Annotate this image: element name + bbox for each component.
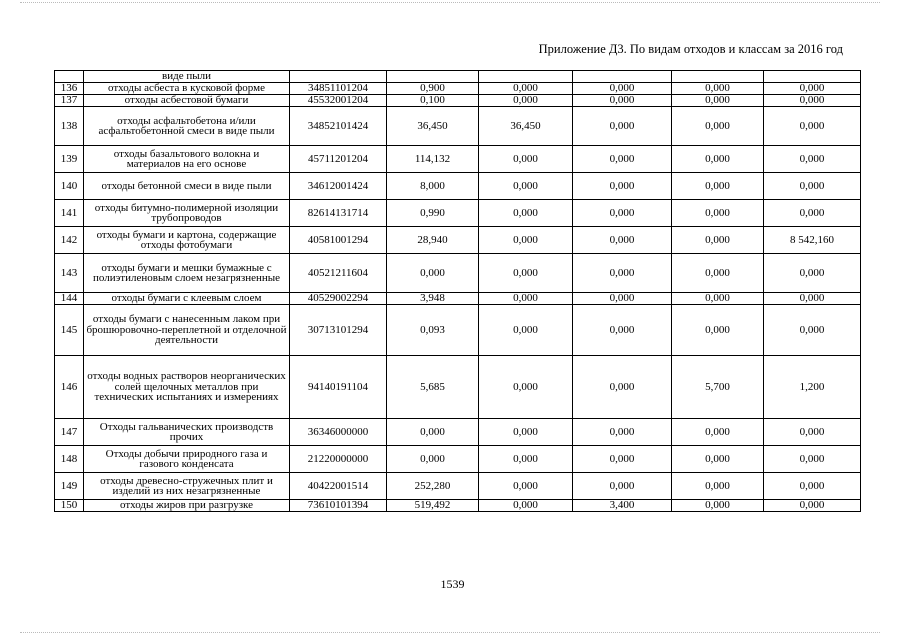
value-cell-5: 0,000 [764,419,861,446]
value-cell-5: 0,000 [764,83,861,95]
value-cell-4 [672,71,764,83]
value-cell-2: 0,000 [479,500,573,512]
waste-code-cell: 21220000000 [290,446,387,473]
value-cell-4: 5,700 [672,356,764,419]
table-body [55,71,861,512]
waste-name-cell: отходы битумно-полимерной изоляции трубопроводов [84,200,290,227]
value-cell-5: 0,000 [764,173,861,200]
table-row [55,71,861,83]
waste-name-cell: Отходы гальванических производств прочих [84,419,290,446]
value-cell-5: 0,000 [764,446,861,473]
value-cell-3: 0,000 [573,305,672,356]
value-cell-5: 0,000 [764,107,861,146]
value-cell-3: 0,000 [573,293,672,305]
page-number: 1539 [440,577,465,591]
value-cell-5: 0,000 [764,473,861,500]
value-cell-1: 8,000 [387,173,479,200]
waste-name-cell: отходы жиров при разгрузке [84,500,290,512]
value-cell-4: 0,000 [672,95,764,107]
value-cell-2: 0,000 [479,95,573,107]
waste-code-cell: 36346000000 [290,419,387,446]
value-cell-4: 0,000 [672,200,764,227]
waste-table [54,70,861,512]
waste-name-cell: отходы бумаги и картона, содержащие отходы фотобумаги [84,227,290,254]
waste-name-cell: отходы асбеста в кусковой форме [84,83,290,95]
value-cell-4: 0,000 [672,473,764,500]
value-cell-3: 0,000 [573,83,672,95]
table-row [55,83,861,95]
value-cell-1: 252,280 [387,473,479,500]
value-cell-2: 0,000 [479,356,573,419]
value-cell-3: 0,000 [573,227,672,254]
value-cell-1: 519,492 [387,500,479,512]
value-cell-4: 0,000 [672,107,764,146]
waste-name-cell: отходы бумаги и мешки бумажные с полиэтиленовым слоем незагрязненные [84,254,290,293]
value-cell-1: 0,000 [387,419,479,446]
waste-code-cell: 34612001424 [290,173,387,200]
table-row [55,500,861,512]
waste-name-cell: отходы водных растворов неорганических солей щелочных металлов при технических испытаниях и измерениях [84,356,290,419]
value-cell-4: 0,000 [672,83,764,95]
value-cell-1: 36,450 [387,107,479,146]
value-cell-1 [387,71,479,83]
row-number-cell: 136 [55,83,84,95]
waste-code-cell: 45532001204 [290,95,387,107]
row-number-cell: 138 [55,107,84,146]
value-cell-4: 0,000 [672,173,764,200]
value-cell-1: 0,093 [387,305,479,356]
scan-edge-bottom [20,632,880,633]
value-cell-2: 0,000 [479,293,573,305]
value-cell-5: 0,000 [764,500,861,512]
table-row [55,173,861,200]
value-cell-4: 0,000 [672,419,764,446]
value-cell-5: 0,000 [764,146,861,173]
value-cell-2: 0,000 [479,227,573,254]
row-number-cell: 147 [55,419,84,446]
value-cell-2: 0,000 [479,446,573,473]
waste-name-cell: отходы бетонной смеси в виде пыли [84,173,290,200]
row-number-cell: 145 [55,305,84,356]
table-row [55,473,861,500]
waste-name-cell: отходы древесно-стружечных плит и изделий из них незагрязненные [84,473,290,500]
value-cell-5: 0,000 [764,200,861,227]
value-cell-3: 0,000 [573,173,672,200]
value-cell-3: 0,000 [573,419,672,446]
waste-name-cell: отходы асбестовой бумаги [84,95,290,107]
row-number-cell: 144 [55,293,84,305]
value-cell-3: 0,000 [573,200,672,227]
value-cell-5: 0,000 [764,305,861,356]
value-cell-3: 0,000 [573,95,672,107]
waste-code-cell: 40521211604 [290,254,387,293]
waste-code-cell: 34852101424 [290,107,387,146]
value-cell-1: 0,000 [387,254,479,293]
row-number-cell: 142 [55,227,84,254]
value-cell-1: 0,000 [387,446,479,473]
value-cell-3: 0,000 [573,446,672,473]
waste-code-cell: 34851101204 [290,83,387,95]
value-cell-2: 0,000 [479,173,573,200]
row-number-cell: 148 [55,446,84,473]
value-cell-1: 0,100 [387,95,479,107]
table-row [55,95,861,107]
table-row [55,419,861,446]
value-cell-5: 1,200 [764,356,861,419]
value-cell-2: 0,000 [479,473,573,500]
value-cell-5: 0,000 [764,293,861,305]
value-cell-1: 3,948 [387,293,479,305]
table-row [55,200,861,227]
value-cell-3: 0,000 [573,146,672,173]
waste-code-cell [290,71,387,83]
value-cell-2: 0,000 [479,254,573,293]
value-cell-3: 0,000 [573,356,672,419]
value-cell-3: 0,000 [573,107,672,146]
value-cell-2: 0,000 [479,83,573,95]
row-number-cell: 143 [55,254,84,293]
row-number-cell [55,71,84,83]
value-cell-4: 0,000 [672,293,764,305]
waste-code-cell: 73610101394 [290,500,387,512]
value-cell-2: 36,450 [479,107,573,146]
row-number-cell: 146 [55,356,84,419]
value-cell-5: 0,000 [764,95,861,107]
value-cell-3: 0,000 [573,473,672,500]
value-cell-1: 0,990 [387,200,479,227]
waste-name-cell: отходы бумаги с клеевым слоем [84,293,290,305]
waste-name-cell: Отходы добычи природного газа и газового конденсата [84,446,290,473]
value-cell-4: 0,000 [672,500,764,512]
row-number-cell: 139 [55,146,84,173]
waste-name-cell: виде пыли [84,71,290,83]
value-cell-4: 0,000 [672,227,764,254]
value-cell-2: 0,000 [479,419,573,446]
value-cell-4: 0,000 [672,305,764,356]
value-cell-2 [479,71,573,83]
waste-code-cell: 82614131714 [290,200,387,227]
value-cell-3 [573,71,672,83]
waste-name-cell: отходы асфальтобетона и/или асфальтобетонной смеси в виде пыли [84,107,290,146]
row-number-cell: 150 [55,500,84,512]
value-cell-5: 8 542,160 [764,227,861,254]
waste-code-cell: 40422001514 [290,473,387,500]
waste-code-cell: 45711201204 [290,146,387,173]
value-cell-3: 3,400 [573,500,672,512]
row-number-cell: 141 [55,200,84,227]
value-cell-3: 0,000 [573,254,672,293]
row-number-cell: 149 [55,473,84,500]
table-row [55,293,861,305]
value-cell-2: 0,000 [479,200,573,227]
value-cell-5 [764,71,861,83]
scan-edge-top [20,2,880,3]
value-cell-4: 0,000 [672,446,764,473]
value-cell-5: 0,000 [764,254,861,293]
waste-code-cell: 40581001294 [290,227,387,254]
row-number-cell: 140 [55,173,84,200]
table-row [55,254,861,293]
table-row [55,446,861,473]
table-row [55,305,861,356]
value-cell-1: 114,132 [387,146,479,173]
table-row [55,227,861,254]
value-cell-2: 0,000 [479,146,573,173]
waste-code-cell: 30713101294 [290,305,387,356]
value-cell-4: 0,000 [672,146,764,173]
value-cell-1: 0,900 [387,83,479,95]
waste-code-cell: 94140191104 [290,356,387,419]
value-cell-1: 5,685 [387,356,479,419]
row-number-cell: 137 [55,95,84,107]
waste-name-cell: отходы бумаги с нанесенным лаком при брошюровочно-переплетной и отделочной деятельности [84,305,290,356]
waste-code-cell: 40529002294 [290,293,387,305]
table-row [55,107,861,146]
value-cell-2: 0,000 [479,305,573,356]
waste-name-cell: отходы базальтового волокна и материалов на его основе [84,146,290,173]
value-cell-4: 0,000 [672,254,764,293]
page-header: Приложение Д3. По видам отходов и классам за 2016 год [538,42,843,56]
table-row [55,146,861,173]
table-row [55,356,861,419]
value-cell-1: 28,940 [387,227,479,254]
